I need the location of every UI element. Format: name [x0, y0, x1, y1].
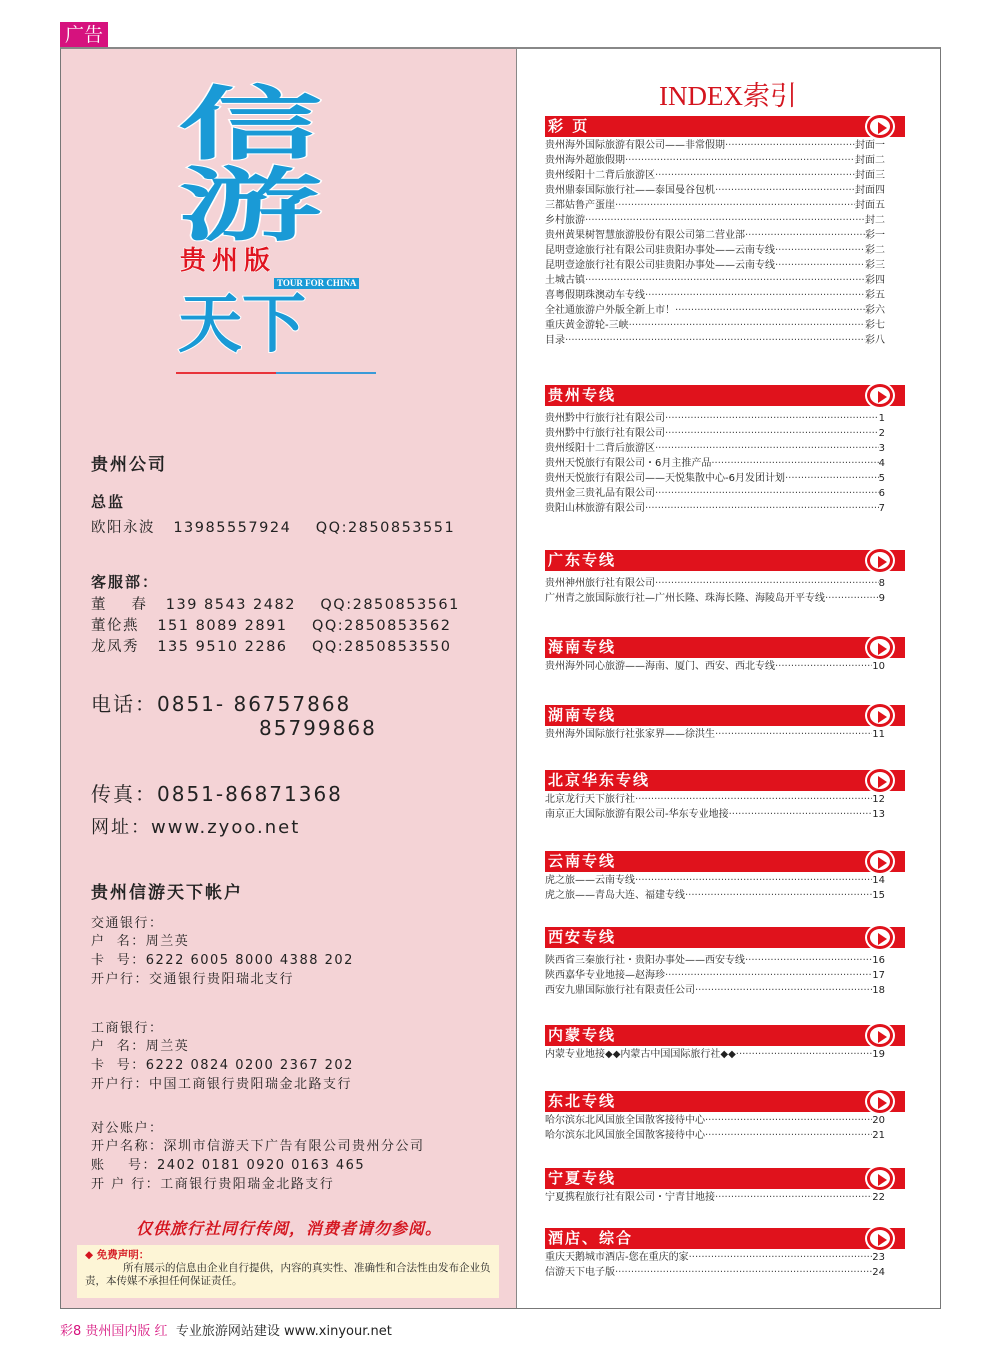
section-title: 云南专线 [548, 852, 617, 870]
item-page: 9 [878, 593, 885, 604]
item-title: 内蒙专业地接◆◆内蒙古中国国际旅行社◆◆ [545, 1049, 736, 1060]
section-header [545, 770, 905, 791]
account-line: 卡 号：6222 6005 8000 4388 202 [91, 953, 354, 968]
item-title: 陕西省三秦旅行社・贵阳办事处——西安专线 [545, 955, 745, 966]
index-section [545, 1091, 905, 1143]
play-icon [867, 1167, 893, 1190]
index-item [545, 258, 885, 273]
leader-dots [635, 792, 872, 807]
leader-dots [745, 953, 872, 968]
item-title: 贵州鼎泰国际旅行社——泰国曼谷包机 [545, 185, 715, 196]
index-section [545, 385, 905, 516]
leader-dots [635, 873, 872, 888]
leader-dots [615, 198, 855, 213]
leader-dots [625, 153, 855, 168]
index-item [545, 168, 885, 183]
index-section [545, 1025, 905, 1062]
item-title: 贵州绥阳十二背后旅游区 [545, 443, 655, 454]
play-icon [867, 1024, 893, 1047]
item-page: 彩六 [865, 305, 885, 316]
service-contact: 董伦燕 151 8089 2891 QQ:2850853562 [91, 618, 452, 634]
account-line: 户 名：周兰英 [91, 934, 190, 949]
play-icon [867, 850, 893, 873]
ad-tag: 广告 [60, 22, 108, 48]
logo-char: 游 [178, 159, 322, 252]
section-header [545, 705, 905, 726]
logo-underline [176, 372, 376, 374]
item-page: 封面一 [855, 140, 885, 151]
item-title: 西安九鼎国际旅行社有限责任公司 [545, 985, 695, 996]
item-title: 喜粤假期珠澳动车专线 [545, 290, 645, 301]
item-title: 虎之旅——青岛大连、福建专线 [545, 890, 685, 901]
index-item [545, 303, 885, 318]
section-title: 湖南专线 [548, 706, 617, 724]
account-line: 工商银行： [91, 1021, 164, 1036]
index-section [545, 927, 905, 998]
director-label: 总监 [91, 493, 126, 511]
item-title: 陕西嘉华专业地接—赵海珍 [545, 970, 665, 981]
index-item [545, 792, 885, 807]
play-icon [867, 1090, 893, 1113]
index-item [545, 501, 885, 516]
item-title: 贵州海外同心旅游——海南、厦门、西安、西北专线 [545, 661, 775, 672]
item-title: 贵州神州旅行社有限公司 [545, 578, 655, 589]
index-item [545, 318, 885, 333]
item-title: 哈尔滨东北风国旅全国散客接待中心 [545, 1115, 705, 1126]
index-item [545, 888, 885, 903]
item-page: 13 [872, 809, 885, 820]
item-page: 彩七 [865, 320, 885, 331]
item-title: 广州青之旅国际旅行社—广州长隆、珠海长隆、海陵岛开平专线 [545, 593, 825, 604]
index-item [545, 198, 885, 213]
leader-dots [585, 213, 865, 228]
section-title: 北京华东专线 [548, 771, 651, 789]
index-item [545, 1128, 885, 1143]
item-page: 彩二 [865, 245, 885, 256]
item-page: 18 [872, 985, 885, 996]
index-item [545, 213, 885, 228]
footer-text: 专业旅游网站建设 www.xinyour.net [175, 1324, 392, 1339]
item-title: 南京正大国际旅游有限公司-华东专业地接 [545, 809, 729, 820]
item-page: 5 [878, 473, 885, 484]
index-item [545, 1047, 885, 1062]
service-contact: 龙凤秀 135 9510 2286 QQ:2850853550 [91, 639, 452, 655]
index-item [545, 873, 885, 888]
section-header [545, 637, 905, 658]
section-header [545, 116, 905, 137]
index-item [545, 727, 885, 742]
item-title: 重庆天鹅城市酒店-您在重庆的家 [545, 1252, 689, 1263]
item-title: 贵州海外国际旅行社张家界——徐洪生 [545, 729, 715, 740]
item-page: 封面二 [855, 155, 885, 166]
notice: 仅供旅行社同行传阅，消费者请勿参阅。 [135, 1221, 442, 1238]
service-label: 客服部： [91, 573, 160, 591]
index-item [545, 953, 885, 968]
item-title: 昆明壹途旅行社有限公司驻贵阳办事处——云南专线 [545, 245, 775, 256]
item-page: 23 [872, 1252, 885, 1263]
item-title: 目录 [545, 335, 565, 346]
index-item [545, 983, 885, 998]
index-section [545, 1228, 905, 1280]
leader-dots [705, 1113, 872, 1128]
section-title: 酒店、综合 [548, 1229, 634, 1247]
company-title: 贵州公司 [91, 455, 167, 475]
section-header [545, 1091, 905, 1112]
item-page: 24 [872, 1267, 885, 1278]
item-page: 封二 [865, 215, 885, 226]
item-title: 信游天下电子版 [545, 1267, 615, 1278]
play-icon [867, 384, 893, 407]
play-icon [867, 1227, 893, 1250]
account-line: 开户行：交通银行贵阳瑞北支行 [91, 972, 295, 987]
logo-char: 天 [178, 288, 242, 362]
section-header [545, 927, 905, 948]
leader-dots [695, 983, 872, 998]
section-header [545, 851, 905, 872]
account-line: 账 号：2402 0181 0920 0163 465 [91, 1158, 366, 1173]
item-page: 22 [872, 1192, 885, 1203]
item-title: 宁夏携程旅行社有限公司・宁青甘地接 [545, 1192, 715, 1203]
leader-dots [645, 501, 879, 516]
account-line: 开户行：中国工商银行贵阳瑞金北路支行 [91, 1077, 353, 1092]
account-line: 户 名：周兰英 [91, 1039, 190, 1054]
leader-dots [585, 273, 865, 288]
index-item [545, 659, 885, 674]
leader-dots [665, 411, 879, 426]
item-page: 2 [878, 428, 885, 439]
item-page: 21 [872, 1130, 885, 1141]
account-line: 卡 号：6222 0824 0200 2367 202 [91, 1058, 354, 1073]
index-item [545, 591, 885, 606]
item-title: 贵州海外超旅假期 [545, 155, 625, 166]
leader-dots [729, 807, 873, 822]
logo-char: 下 [242, 288, 306, 362]
index-item [545, 228, 885, 243]
account-line: 对公账户： [91, 1121, 164, 1136]
index-item [545, 1250, 885, 1265]
index-item [545, 333, 885, 348]
item-page: 3 [878, 443, 885, 454]
item-page: 20 [872, 1115, 885, 1126]
logo-char: 信 [178, 78, 322, 171]
item-title: 乡村旅游 [545, 215, 585, 226]
index-item [545, 456, 885, 471]
section-title: 东北专线 [548, 1092, 617, 1110]
index-section [545, 851, 905, 903]
leader-dots [685, 888, 872, 903]
section-title: 海南专线 [548, 638, 617, 656]
item-page: 封面三 [855, 170, 885, 181]
item-page: 4 [878, 458, 885, 469]
section-header [545, 1228, 905, 1249]
item-title: 贵州天悦旅行有限公司——天悦集散中心-6月发团计划 [545, 473, 785, 484]
play-icon [867, 704, 893, 727]
accounts-title: 贵州信游天下帐户 [91, 883, 243, 903]
section-header [545, 385, 905, 406]
leader-dots [655, 576, 879, 591]
play-icon [867, 549, 893, 572]
index-section [545, 770, 905, 822]
index-section [545, 705, 905, 742]
disclaimer-box [77, 1245, 499, 1298]
section-header [545, 1025, 905, 1046]
leader-dots [689, 1250, 873, 1265]
item-title: 虎之旅——云南专线 [545, 875, 635, 886]
item-title: 贵州海外国际旅游有限公司——非常假期 [545, 140, 725, 151]
item-page: 15 [872, 890, 885, 901]
item-page: 8 [878, 578, 885, 589]
play-icon [867, 115, 893, 138]
section-title: 西安专线 [548, 928, 617, 946]
item-title: 贵州绥阳十二背后旅游区 [545, 170, 655, 181]
index-item [545, 138, 885, 153]
leader-dots [629, 318, 865, 333]
item-page: 1 [878, 413, 885, 424]
item-page: 7 [878, 503, 885, 514]
website[interactable]: 网址：www.zyoo.net [91, 817, 301, 838]
leader-dots [705, 1128, 872, 1143]
leader-dots [745, 228, 865, 243]
leader-dots [675, 303, 865, 318]
index-item [545, 183, 885, 198]
index-item [545, 968, 885, 983]
index-title: INDEX索引 [659, 81, 797, 111]
director-contact: 欧阳永波 13985557924 QQ:2850853551 [91, 520, 456, 536]
index-item [545, 1113, 885, 1128]
index-item [545, 288, 885, 303]
play-icon [867, 636, 893, 659]
phone-2: 85799868 [259, 716, 377, 740]
section-header [545, 1168, 905, 1189]
leader-dots [785, 471, 879, 486]
section-title: 彩 页 [548, 117, 590, 135]
item-title: 北京龙行天下旅行社 [545, 794, 635, 805]
leader-dots [736, 1047, 873, 1062]
leader-dots [565, 333, 865, 348]
footer-page: 彩8 贵州国内版 红 [60, 1324, 168, 1339]
item-page: 彩一 [865, 230, 885, 241]
leader-dots [715, 1190, 872, 1205]
index-section [545, 550, 905, 606]
leader-dots [725, 138, 855, 153]
index-item [545, 411, 885, 426]
index-item [545, 1265, 885, 1280]
index-section [545, 637, 905, 674]
leader-dots [715, 727, 872, 742]
index-item [545, 153, 885, 168]
account-line: 开 户 行：工商银行贵阳瑞金北路支行 [91, 1177, 335, 1192]
item-page: 10 [872, 661, 885, 672]
item-title: 土城古镇 [545, 275, 585, 286]
item-page: 彩五 [865, 290, 885, 301]
leader-dots [615, 1265, 872, 1280]
leader-dots [715, 183, 855, 198]
item-page: 12 [872, 794, 885, 805]
leader-dots [775, 258, 865, 273]
item-page: 17 [872, 970, 885, 981]
section-title: 贵州专线 [548, 386, 617, 404]
leader-dots [645, 288, 865, 303]
index-item [545, 576, 885, 591]
section-title: 广东专线 [548, 551, 617, 569]
account-line: 交通银行： [91, 916, 164, 931]
item-title: 三都姑鲁产蛋崖 [545, 200, 615, 211]
item-page: 封面四 [855, 185, 885, 196]
item-page: 封面五 [855, 200, 885, 211]
index-item [545, 273, 885, 288]
section-header [545, 550, 905, 571]
item-title: 贵阳山林旅游有限公司 [545, 503, 645, 514]
logo-edition: 贵州版 [180, 246, 277, 276]
item-page: 彩八 [865, 335, 885, 346]
item-page: 彩三 [865, 260, 885, 271]
index-item [545, 471, 885, 486]
service-contact: 董 春 139 8543 2482 QQ:2850853561 [91, 597, 460, 613]
disclaimer-title: ◆ 免费声明： [85, 1249, 150, 1261]
index-item [545, 441, 885, 456]
section-title: 宁夏专线 [548, 1169, 617, 1187]
leader-dots [825, 591, 879, 606]
disclaimer-body: 所有展示的信息由企业自行提供，内容的真实性、准确性和合法性由发布企业负责，本传媒不承担任何保证责任。 [85, 1262, 491, 1287]
leader-dots [775, 243, 865, 258]
section-title: 内蒙专线 [548, 1026, 617, 1044]
play-icon [867, 769, 893, 792]
leader-dots [665, 426, 879, 441]
item-page: 6 [878, 488, 885, 499]
index-section [545, 1168, 905, 1205]
item-title: 重庆黄金游轮-三峡 [545, 320, 629, 331]
item-title: 贵州黔中行旅行社有限公司 [545, 413, 665, 424]
item-title: 哈尔滨东北风国旅全国散客接待中心 [545, 1130, 705, 1141]
phone: 电话：0851- 86757868 [91, 692, 352, 716]
index-section [545, 116, 905, 348]
item-title: 贵州金三贵礼品有限公司 [545, 488, 655, 499]
leader-dots [655, 441, 879, 456]
item-page: 16 [872, 955, 885, 966]
index-item [545, 486, 885, 501]
item-page: 彩四 [865, 275, 885, 286]
footer [60, 1320, 392, 1339]
fax: 传真：0851-86871368 [91, 782, 343, 806]
leader-dots [655, 486, 879, 501]
item-page: 14 [872, 875, 885, 886]
index-item [545, 243, 885, 258]
logo-english: TOUR FOR CHINA [274, 278, 359, 289]
leader-dots [655, 168, 855, 183]
index-item [545, 807, 885, 822]
item-title: 贵州黔中行旅行社有限公司 [545, 428, 665, 439]
account-line: 开户名称：深圳市信游天下广告有限公司贵州分公司 [91, 1139, 425, 1154]
item-page: 11 [872, 729, 885, 740]
play-icon [867, 926, 893, 949]
index-item [545, 1190, 885, 1205]
item-title: 全社通旅游户外版全新上市！ [545, 305, 675, 316]
leader-dots [665, 968, 872, 983]
leader-dots [711, 456, 878, 471]
logo-chars-bottom [178, 288, 306, 362]
index-item [545, 426, 885, 441]
leader-dots [775, 659, 872, 674]
item-page: 19 [872, 1049, 885, 1060]
item-title: 昆明壹途旅行社有限公司驻贵阳办事处——云南专线 [545, 260, 775, 271]
item-title: 贵州黄果树智慧旅游股份有限公司第二营业部 [545, 230, 745, 241]
item-title: 贵州天悦旅行有限公司・6月主推产品 [545, 458, 712, 469]
